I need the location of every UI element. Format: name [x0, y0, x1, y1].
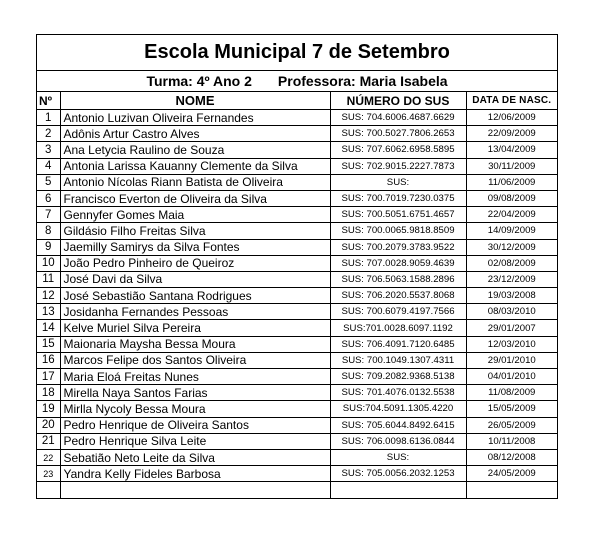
student-sus-number: SUS: 706.2020.5537.8068: [330, 288, 466, 304]
table-row: [37, 417, 557, 433]
student-sus-number: SUS:704.5091.1305.4220: [330, 401, 466, 417]
student-name: Kelve Muriel Silva Pereira: [60, 320, 330, 336]
student-number: 14: [37, 320, 60, 336]
student-name: Maionaria Maysha Bessa Moura: [60, 336, 330, 352]
table-row: [37, 190, 557, 206]
student-number: 3: [37, 142, 60, 158]
table-row: [37, 449, 557, 465]
student-number: 7: [37, 207, 60, 223]
student-name: Maria Eloá Freitas Nunes: [60, 369, 330, 385]
student-sus-number: SUS: 705.0056.2032.1253: [330, 466, 466, 482]
student-name: Antonia Larissa Kauanny Clemente da Silva: [60, 158, 330, 174]
student-birth-date: 23/12/2009: [466, 271, 557, 287]
table-header-row: [37, 92, 557, 110]
class-info-row: [37, 71, 557, 92]
student-number: 9: [37, 239, 60, 255]
student-birth-date: 12/03/2010: [466, 336, 557, 352]
student-name: [60, 482, 330, 498]
table-row: [37, 207, 557, 223]
school-title: Escola Municipal 7 de Setembro: [37, 35, 557, 71]
table-row: [37, 401, 557, 417]
student-birth-date: 22/09/2009: [466, 126, 557, 142]
student-sus-number: SUS: 700.0065.9818.8509: [330, 223, 466, 239]
student-birth-date: 12/06/2009: [466, 110, 557, 126]
student-sus-number: SUS: 709.2082.9368.5138: [330, 369, 466, 385]
student-name: José Davi da Silva: [60, 271, 330, 287]
student-name: Jaemilly Samirys da Silva Fontes: [60, 239, 330, 255]
student-birth-date: 09/08/2009: [466, 190, 557, 206]
column-header-birth-date: DATA DE NASC.: [466, 92, 557, 110]
column-header-number: Nº: [37, 92, 60, 110]
student-birth-date: 29/01/2010: [466, 352, 557, 368]
student-number: 1: [37, 110, 60, 126]
student-birth-date: 08/03/2010: [466, 304, 557, 320]
student-birth-date: 08/12/2008: [466, 449, 557, 465]
student-sus-number: SUS: 700.6079.4197.7566: [330, 304, 466, 320]
student-number: 8: [37, 223, 60, 239]
student-birth-date: 04/01/2010: [466, 369, 557, 385]
student-name: Francisco Everton de Oliveira da Silva: [60, 190, 330, 206]
student-sus-number: SUS: 706.0098.6136.0844: [330, 433, 466, 449]
student-name: João Pedro Pinheiro de Queiroz: [60, 255, 330, 271]
table-row: [37, 482, 557, 498]
student-number: 12: [37, 288, 60, 304]
student-birth-date: 29/01/2007: [466, 320, 557, 336]
student-birth-date: 19/03/2008: [466, 288, 557, 304]
student-sus-number: SUS: 706.4091.7120.6485: [330, 336, 466, 352]
student-birth-date: 22/04/2009: [466, 207, 557, 223]
student-number: 23: [37, 466, 60, 482]
student-number: 11: [37, 271, 60, 287]
table-row: [37, 174, 557, 190]
student-number: 20: [37, 417, 60, 433]
student-sus-number: SUS: 706.5063.1588.2896: [330, 271, 466, 287]
student-name: Gildásio Filho Freitas Silva: [60, 223, 330, 239]
student-name: Pedro Henrique de Oliveira Santos: [60, 417, 330, 433]
class-label: Turma: 4º Ano 2: [146, 73, 252, 89]
student-sus-number: SUS: 702.9015.2227.7873: [330, 158, 466, 174]
student-number: 19: [37, 401, 60, 417]
student-sus-number: SUS:: [330, 174, 466, 190]
student-birth-date: 30/12/2009: [466, 239, 557, 255]
student-name: Antonio Luzivan Oliveira Fernandes: [60, 110, 330, 126]
table-row: [37, 385, 557, 401]
student-birth-date: [466, 482, 557, 498]
student-name: Sebatião Neto Leite da Silva: [60, 449, 330, 465]
table-row: [37, 110, 557, 126]
column-header-name: NOME: [60, 92, 330, 110]
student-name: Yandra Kelly Fideles Barbosa: [60, 466, 330, 482]
table-row: [37, 466, 557, 482]
student-birth-date: 14/09/2009: [466, 223, 557, 239]
table-row: [37, 255, 557, 271]
student-sus-number: SUS: 700.5027.7806.2653: [330, 126, 466, 142]
student-number: 17: [37, 369, 60, 385]
student-sus-number: SUS: 701.4076.0132.5538: [330, 385, 466, 401]
student-sus-number: SUS: 705.6044.8492.6415: [330, 417, 466, 433]
student-number: 16: [37, 352, 60, 368]
student-birth-date: 13/04/2009: [466, 142, 557, 158]
table-row: [37, 239, 557, 255]
student-sus-number: [330, 482, 466, 498]
student-sus-number: SUS: 700.2079.3783.9522: [330, 239, 466, 255]
student-birth-date: 30/11/2009: [466, 158, 557, 174]
table-row: [37, 304, 557, 320]
student-birth-date: 11/08/2009: [466, 385, 557, 401]
table-row: [37, 336, 557, 352]
student-number: 10: [37, 255, 60, 271]
student-sus-number: SUS:: [330, 449, 466, 465]
student-sus-number: SUS: 707.6062.6958.5895: [330, 142, 466, 158]
student-name: Pedro Henrique Silva Leite: [60, 433, 330, 449]
student-name: Mirella Naya Santos Farias: [60, 385, 330, 401]
student-sus-number: SUS: 700.7019.7230.0375: [330, 190, 466, 206]
students-table: [37, 92, 557, 498]
teacher-label: Professora: Maria Isabela: [277, 73, 448, 89]
table-row: [37, 320, 557, 336]
table-row: [37, 288, 557, 304]
student-name: Adônis Artur Castro Alves: [60, 126, 330, 142]
student-birth-date: 26/05/2009: [466, 417, 557, 433]
student-name: José Sebastião Santana Rodrigues: [60, 288, 330, 304]
table-row: [37, 369, 557, 385]
student-sus-number: SUS: 704.6006.4687.6629: [330, 110, 466, 126]
student-sus-number: SUS: 707.0028.9059.4639: [330, 255, 466, 271]
table-row: [37, 433, 557, 449]
table-row: [37, 142, 557, 158]
table-row: [37, 352, 557, 368]
student-number: 4: [37, 158, 60, 174]
student-name: Antonio Nícolas Riann Batista de Oliveira: [60, 174, 330, 190]
student-sus-number: SUS: 700.1049.1307.4311: [330, 352, 466, 368]
student-number: 15: [37, 336, 60, 352]
student-sus-number: SUS:701.0028.6097.1192: [330, 320, 466, 336]
student-name: Marcos Felipe dos Santos Oliveira: [60, 352, 330, 368]
student-name: Josidanha Fernandes Pessoas: [60, 304, 330, 320]
student-number: 21: [37, 433, 60, 449]
student-number: 13: [37, 304, 60, 320]
student-birth-date: 15/05/2009: [466, 401, 557, 417]
student-birth-date: 24/05/2009: [466, 466, 557, 482]
table-row: [37, 271, 557, 287]
student-birth-date: 11/06/2009: [466, 174, 557, 190]
student-birth-date: 10/11/2008: [466, 433, 557, 449]
student-birth-date: 02/08/2009: [466, 255, 557, 271]
student-name: Ana Letycia Raulino de Souza: [60, 142, 330, 158]
table-row: [37, 126, 557, 142]
student-sus-number: SUS: 700.5051.6751.4657: [330, 207, 466, 223]
student-number: [37, 482, 60, 498]
student-name: Gennyfer Gomes Maia: [60, 207, 330, 223]
student-number: 6: [37, 190, 60, 206]
student-name: Mirlla Nycoly Bessa Moura: [60, 401, 330, 417]
table-row: [37, 223, 557, 239]
column-header-sus: NÚMERO DO SUS: [330, 92, 466, 110]
student-number: 2: [37, 126, 60, 142]
table-row: [37, 158, 557, 174]
student-number: 18: [37, 385, 60, 401]
student-number: 22: [37, 449, 60, 465]
student-list-sheet: [36, 34, 558, 499]
student-number: 5: [37, 174, 60, 190]
